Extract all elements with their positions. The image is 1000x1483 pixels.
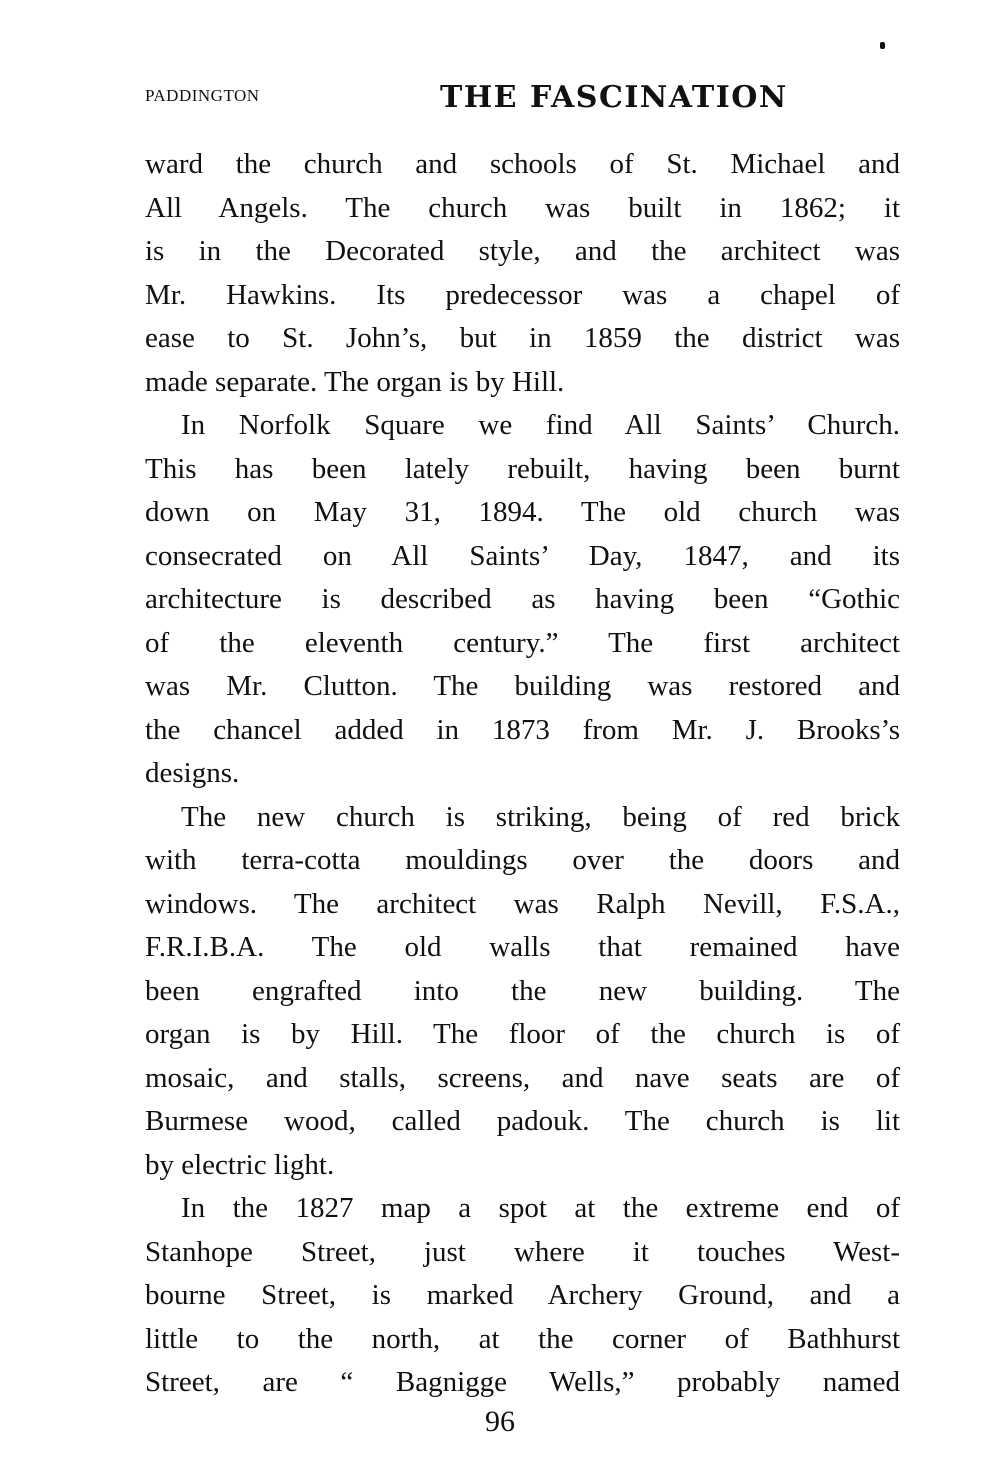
text-line: In Norfolk Square we find All Saints’ Church. (181, 409, 900, 441)
text-line: by electric light. (145, 1148, 335, 1181)
text-line: with terra-cotta mouldings over the doors and (145, 844, 900, 876)
text-line: F.R.I.B.A. The old walls that remained have (145, 931, 900, 963)
text-line: All Angels. The church was built in 1862; it (145, 191, 900, 224)
text-line: Stanhope Street, just where it touches West- (145, 1235, 900, 1268)
text-line: Street, are “ Bagnigge Wells,” probably named (145, 1366, 900, 1398)
ink-speck (880, 42, 885, 49)
text-line: organ is by Hill. The floor of the church is of (145, 1018, 900, 1050)
body-text (145, 143, 900, 1405)
text-line: of the eleventh century.” The first architect (145, 626, 900, 659)
text-line: architecture is described as having been “Gothic (145, 583, 900, 615)
text-line: was Mr. Clutton. The building was restored and (145, 670, 900, 702)
text-line: windows. The architect was Ralph Nevill, F.S.A., (145, 887, 900, 920)
text-line: the chancel added in 1873 from Mr. J. Brooks’s (145, 713, 900, 746)
page-number: 96 (485, 1405, 515, 1438)
text-line: is in the Decorated style, and the architect was (145, 235, 900, 267)
text-line: mosaic, and stalls, screens, and nave seats are of (145, 1061, 900, 1094)
text-line: ward the church and schools of St. Michael and (145, 148, 900, 180)
text-line: This has been lately rebuilt, having been burnt (145, 452, 900, 485)
text-line: been engrafted into the new building. The (145, 974, 900, 1007)
text-line: In the 1827 map a spot at the extreme end of (181, 1192, 900, 1224)
text-line: bourne Street, is marked Archery Ground, and a (145, 1279, 900, 1311)
text-line: ease to St. John’s, but in 1859 the district was (145, 322, 900, 354)
text-line: Burmese wood, called padouk. The church is lit (145, 1105, 900, 1137)
text-line: made separate. The organ is by Hill. (145, 365, 565, 398)
text-line: The new church is striking, being of red brick (181, 800, 900, 833)
text-line: consecrated on All Saints’ Day, 1847, and its (145, 539, 900, 572)
page-title: THE FASCINATION (440, 80, 788, 115)
text-line: Mr. Hawkins. Its predecessor was a chapel of (145, 278, 900, 311)
text-line: designs. (145, 757, 240, 789)
running-head: PADDINGTON (145, 86, 260, 105)
text-line: little to the north, at the corner of Bathhurst (145, 1322, 900, 1355)
text-line: down on May 31, 1894. The old church was (145, 496, 900, 528)
